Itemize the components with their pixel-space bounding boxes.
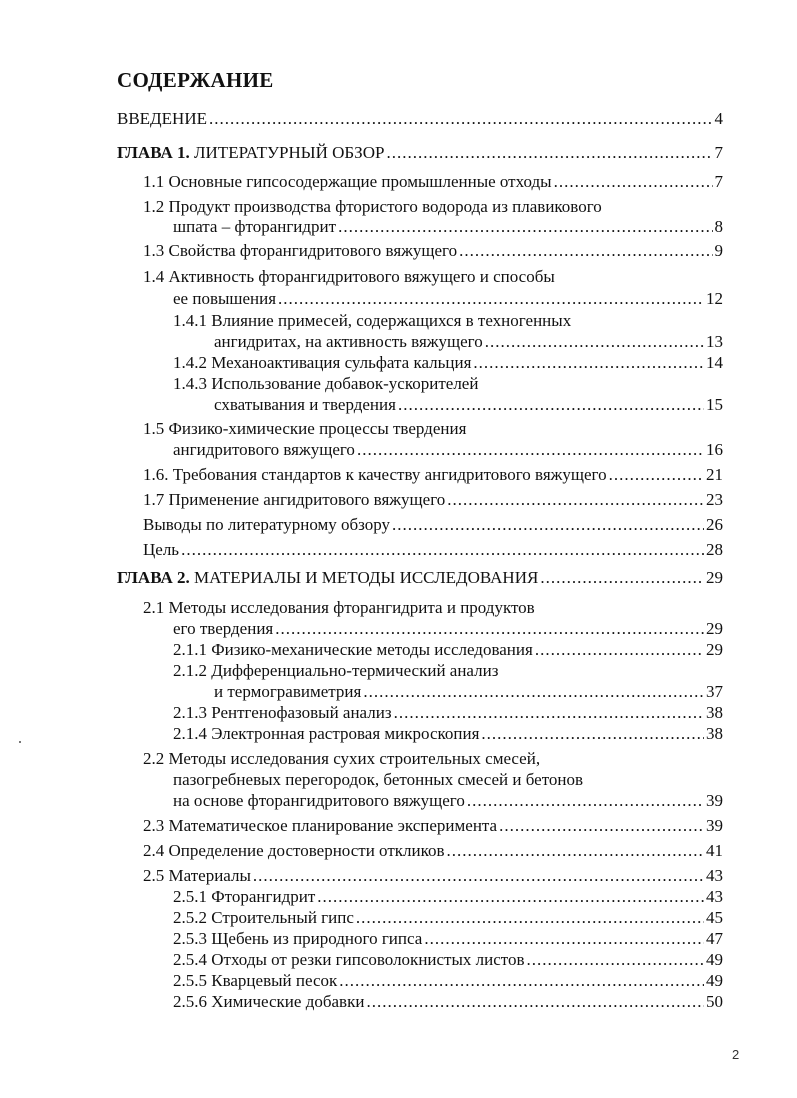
toc-entry-text: ВВЕДЕНИЕ xyxy=(117,109,207,128)
toc-entry-text: МАТЕРИАЛЫ И МЕТОДЫ ИССЛЕДОВАНИЯ xyxy=(189,568,539,587)
chapter-label: ГЛАВА 2. xyxy=(117,568,190,587)
toc-entry-text: на основе фторангидритового вяжущего xyxy=(173,791,465,810)
toc-page-number: 38 xyxy=(706,703,723,722)
toc-entry-text: 2.5.3 Щебень из природного гипса xyxy=(173,929,423,948)
toc-entry-2-5-3[interactable] xyxy=(173,928,723,950)
toc-leader xyxy=(392,514,704,536)
toc-leader xyxy=(394,702,704,724)
toc-entry-text: ангидритового вяжущего xyxy=(173,440,355,459)
toc-entry-2-2-line2[interactable]: пазогребневых перегородок, бетонных смесей и бетонов xyxy=(173,770,584,789)
toc-leader xyxy=(485,331,704,353)
toc-entry-1-2-line1[interactable]: 1.2 Продукт производства фтористого водорода из плавикового xyxy=(143,197,602,216)
toc-entry-1-4-2[interactable] xyxy=(173,352,723,374)
toc-entry-text: 2.3 Математическое планирование эксперимента xyxy=(143,816,498,835)
toc-entry-1-1[interactable] xyxy=(143,171,723,193)
toc-page-number: 45 xyxy=(706,908,723,927)
toc-entry-2-2-line1[interactable]: 2.2 Методы исследования сухих строительных смесей, xyxy=(143,749,541,768)
toc-entry-chapter-2[interactable] xyxy=(117,567,723,589)
toc-entry-2-4[interactable] xyxy=(143,840,723,862)
toc-entry-2-1-3[interactable] xyxy=(173,702,723,724)
toc-entry-1-4-3-line1[interactable]: 1.4.3 Использование добавок-ускорителей xyxy=(173,374,479,393)
toc-entry-text: ее повышения xyxy=(173,289,277,308)
toc-leader xyxy=(357,439,704,461)
toc-entry-text: 2.5.2 Строительный гипс xyxy=(173,908,354,927)
toc-entry-text: 1.6. Требования стандартов к качеству ангидритового вяжущего xyxy=(143,465,607,484)
toc-leader xyxy=(527,949,704,971)
toc-page-number: 8 xyxy=(714,217,723,236)
toc-page-number: 43 xyxy=(706,866,723,885)
toc-entry-text: 2.5 Материалы xyxy=(143,866,251,885)
toc-leader xyxy=(209,108,713,130)
toc-leader xyxy=(339,970,704,992)
toc-leader xyxy=(253,865,704,887)
toc-entry-1-4-line1[interactable]: 1.4 Активность фторангидритового вяжущего и способы xyxy=(143,267,555,286)
toc-entry-2-1-2[interactable] xyxy=(214,681,723,703)
toc-entry-text: 2.4 Определение достоверности откликов xyxy=(143,841,445,860)
toc-leader xyxy=(554,171,713,193)
toc-entry-2-5[interactable] xyxy=(143,865,723,887)
toc-leader xyxy=(459,240,712,262)
toc-entry-text: 2.5.1 Фторангидрит xyxy=(173,887,316,906)
toc-entry-2-3[interactable] xyxy=(143,815,723,837)
toc-entry-1-5-line1[interactable]: 1.5 Физико-химические процессы твердения xyxy=(143,419,467,438)
toc-page-number: 41 xyxy=(706,841,723,860)
toc-leader xyxy=(275,618,704,640)
toc-page-number: 14 xyxy=(706,353,723,372)
toc-page-number: 13 xyxy=(706,332,723,351)
toc-leader xyxy=(386,142,712,164)
toc-leader xyxy=(473,352,704,374)
toc-leader xyxy=(278,288,704,310)
toc-entry-2-5-4[interactable] xyxy=(173,949,723,971)
toc-page-number: 50 xyxy=(706,992,723,1011)
toc-page-number: 29 xyxy=(706,640,723,659)
toc-page-number: 7 xyxy=(714,143,723,162)
toc-entry-text: 1.3 Свойства фторангидритового вяжущего xyxy=(143,241,458,260)
scan-speck xyxy=(19,741,21,743)
toc-entry-2-1-2-line1[interactable]: 2.1.2 Дифференциально-термический анализ xyxy=(173,661,499,680)
toc-leader xyxy=(181,539,704,561)
toc-entry-text: шпата – фторангидрит xyxy=(173,217,337,236)
toc-entry-1-7[interactable] xyxy=(143,489,723,511)
toc-entry-chapter-1[interactable] xyxy=(117,142,723,164)
toc-page-number: 15 xyxy=(706,395,723,414)
toc-page-number: 4 xyxy=(714,109,723,128)
toc-entry-conclusions[interactable] xyxy=(143,514,723,536)
toc-entry-2-2[interactable] xyxy=(173,790,723,812)
toc-entry-1-4[interactable] xyxy=(173,288,723,310)
toc-leader xyxy=(481,723,704,745)
toc-entry-text: и термогравиметрия xyxy=(214,682,362,701)
toc-entry-2-5-1[interactable] xyxy=(173,886,723,908)
toc-page-number: 29 xyxy=(706,619,723,638)
page-title: СОДЕРЖАНИЕ xyxy=(117,68,274,92)
toc-page-number: 28 xyxy=(706,540,723,559)
toc-entry-text: 2.1.1 Физико-механические методы исследования xyxy=(173,640,533,659)
toc-entry-2-5-5[interactable] xyxy=(173,970,723,992)
toc-entry-text: ангидритах, на активность вяжущего xyxy=(214,332,483,351)
toc-leader xyxy=(467,790,704,812)
toc-entry-text: 1.7 Применение ангидритового вяжущего xyxy=(143,490,446,509)
toc-entry-1-4-1[interactable] xyxy=(214,331,723,353)
toc-page-number: 47 xyxy=(706,929,723,948)
toc-leader xyxy=(356,907,704,929)
toc-page-number: 43 xyxy=(706,887,723,906)
toc-leader xyxy=(499,815,704,837)
toc-entry-text: Выводы по литературному обзору xyxy=(143,515,391,534)
toc-entry-2-1-line1[interactable]: 2.1 Методы исследования фторангидрита и продуктов xyxy=(143,598,535,617)
toc-page-number: 26 xyxy=(706,515,723,534)
toc-entry-text: 2.5.4 Отходы от резки гипсоволокнистых листов xyxy=(173,950,525,969)
toc-entry-1-6[interactable] xyxy=(143,464,723,486)
toc-page-number: 39 xyxy=(706,816,723,835)
toc-page-number: 49 xyxy=(706,971,723,990)
toc-entry-goal[interactable] xyxy=(143,539,723,561)
toc-leader xyxy=(398,394,704,416)
toc-entry-text: схватывания и твердения xyxy=(214,395,396,414)
toc-leader xyxy=(540,567,704,589)
toc-leader xyxy=(363,681,704,703)
toc-entry-text: 2.5.5 Кварцевый песок xyxy=(173,971,338,990)
toc-entry-1-3[interactable] xyxy=(143,240,723,262)
toc-leader xyxy=(338,216,712,238)
toc-leader xyxy=(424,928,704,950)
toc-entry-1-2[interactable] xyxy=(173,216,723,238)
toc-entry-text: 2.1.3 Рентгенофазовый анализ xyxy=(173,703,392,722)
toc-entry-2-5-2[interactable] xyxy=(173,907,723,929)
toc-entry-text: его твердения xyxy=(173,619,274,638)
toc-entry-intro[interactable] xyxy=(117,108,723,130)
toc-entry-1-4-3[interactable] xyxy=(214,394,723,416)
toc-entry-2-1-4[interactable] xyxy=(173,723,723,745)
toc-page-number: 9 xyxy=(714,241,723,260)
toc-entry-2-5-6[interactable] xyxy=(173,991,723,1013)
toc-page-number: 16 xyxy=(706,440,723,459)
toc-entry-text: ЛИТЕРАТУРНЫЙ ОБЗОР xyxy=(189,143,385,162)
toc-leader xyxy=(447,489,704,511)
toc-page-number: 38 xyxy=(706,724,723,743)
toc-entry-text: 1.4.2 Механоактивация сульфата кальция xyxy=(173,353,472,372)
toc-page-number: 39 xyxy=(706,791,723,810)
toc-page-number: 37 xyxy=(706,682,723,701)
toc-leader xyxy=(366,991,704,1013)
toc-entry-1-5[interactable] xyxy=(173,439,723,461)
toc-page-number: 23 xyxy=(706,490,723,509)
toc-page-number: 7 xyxy=(714,172,723,191)
page-number: 2 xyxy=(732,1047,740,1062)
toc-leader xyxy=(447,840,704,862)
toc-entry-text: 2.5.6 Химические добавки xyxy=(173,992,365,1011)
toc-page-number: 21 xyxy=(706,465,723,484)
toc-leader xyxy=(609,464,704,486)
toc-entry-text: Цель xyxy=(143,540,180,559)
toc-entry-2-1[interactable] xyxy=(173,618,723,640)
toc-entry-1-4-1-line1[interactable]: 1.4.1 Влияние примесей, содержащихся в техногенных xyxy=(173,311,572,330)
toc-page-number: 12 xyxy=(706,289,723,308)
toc-page-number: 49 xyxy=(706,950,723,969)
toc-page-number: 29 xyxy=(706,568,723,587)
toc-entry-text: 1.1 Основные гипсосодержащие промышленные отходы xyxy=(143,172,552,191)
toc-leader xyxy=(535,639,704,661)
toc-leader xyxy=(317,886,704,908)
toc-entry-text: 2.1.4 Электронная растровая микроскопия xyxy=(173,724,480,743)
toc-entry-2-1-1[interactable] xyxy=(173,639,723,661)
chapter-label: ГЛАВА 1. xyxy=(117,143,190,162)
